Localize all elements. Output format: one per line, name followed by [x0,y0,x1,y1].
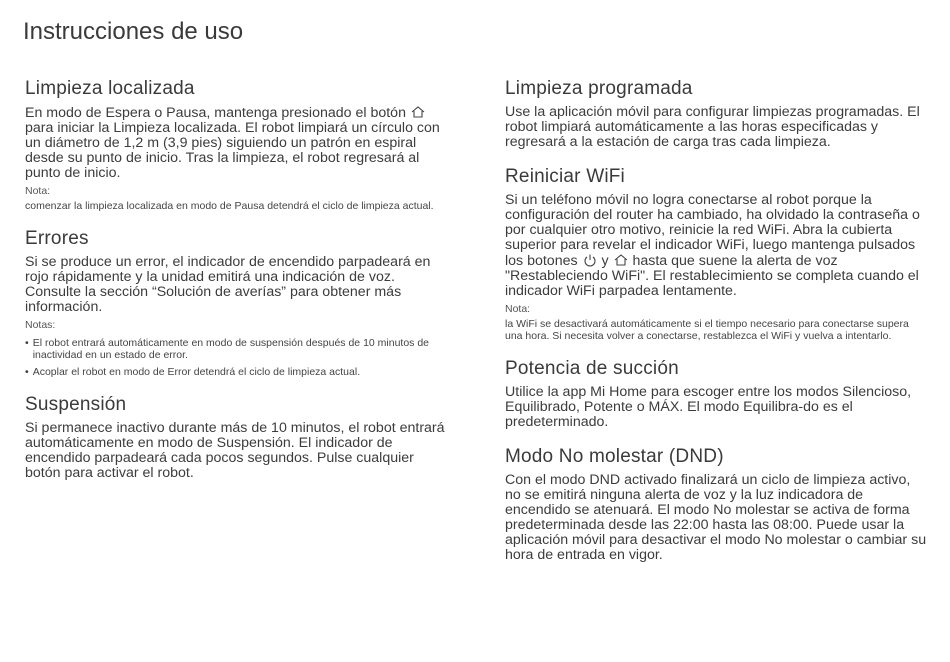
wifi-reset-text-y: y [601,253,609,269]
dnd-heading: Modo No molestar (DND) [505,446,724,467]
wifi-note-label: Nota: [505,303,531,315]
list-item [25,337,445,361]
bullet-icon: • [25,337,29,349]
power-icon [582,253,598,267]
spot-note: comenzar la limpieza localizada en modo de Pausa detendrá el ciclo de limpieza actual. [25,200,434,212]
home-icon [410,105,426,119]
right-column [505,78,927,563]
spot-note-label: Nota: [25,185,51,197]
spot-cleaning-text-b: para iniciar la Limpieza localizada. El robot limpiará un círculo con un diámetro de 1,2 m (3,9 pies) siguiendo un patrón en espiral desde su punto de inicio. Tras la limpieza, el robot regresará al punto de inicio. [25,120,440,181]
left-column [25,78,445,481]
suction-text: Utilice la app Mi Home para escoger entre los modos Silencioso, Equilibrado, Potente o MÁX. El modo Equilibra-do es el predeterminado. [505,384,912,430]
dnd-text: Con el modo DND activado finalizará un ciclo de limpieza activo, no se emitirá ninguna alerta de voz y la luz indicadora de encendido se atenuará. El modo No molestar se activa de forma predeterminada desde las 22:00 hasta las 08:00. Puede usar la aplicación móvil para desactivar el modo No molestar o cambiar su hora de entrada en vigor. [505,472,927,563]
wifi-note: la WiFi se desactivará automáticamente si el tiempo necesario para conectarse supera una hora. Si necesita volver a conectarse, restablezca el WiFi y vuelva a intentarlo. [505,318,909,342]
home-icon [613,253,629,267]
section-dnd [505,446,927,563]
page-title: Instrucciones de uso [23,18,244,45]
sleep-heading: Suspensión [25,394,127,415]
scheduled-heading: Limpieza programada [505,78,693,99]
section-sleep [25,394,445,481]
spot-cleaning-heading: Limpieza localizada [25,78,195,99]
errors-note-label: Notas: [25,319,56,331]
errors-text: Si se produce un error, el indicador de encendido parpadeará en rojo rápidamente y la unidad emitirá una indicación de voz. Consulte la sección “Solución de averías” para obtener más información. [25,254,431,315]
spot-cleaning-text-a: En modo de Espera o Pausa, mantenga presionado el botón [25,105,406,121]
section-wifi-reset [505,166,927,342]
section-errors [25,228,445,378]
suction-heading: Potencia de succión [505,358,679,379]
bullet-icon: • [25,366,29,378]
errors-heading: Errores [25,228,89,249]
errors-note-2: Acoplar el robot en modo de Error detendrá el ciclo de limpieza actual. [32,366,361,378]
wifi-reset-text [505,193,927,299]
section-suction [505,358,927,430]
section-scheduled [505,78,927,150]
spot-cleaning-text [25,105,445,181]
wifi-reset-heading: Reiniciar WiFi [505,166,625,187]
wifi-reset-text-a: Si un teléfono móvil no logra conectarse al robot porque la configuración del router ha cambiado, ha olvidado la contraseña o por cualquier otro motivo, reinicie la red WiFi. Abra la cubierta superior para revelar el indicador WiFi, luego mantenga pulsados los botones [505,192,920,269]
scheduled-text: Use la aplicación móvil para configurar limpiezas programadas. El robot limpiará automáticamente a las horas especificadas y regresará a la estación de carga tras cada limpieza. [505,104,920,150]
list-item [25,366,445,378]
sleep-text: Si permanece inactivo durante más de 10 minutos, el robot entrará automáticamente en modo de Suspensión. El indicador de encendido parpadeará cada pocos segundos. Pulse cualquier botón para activar el robot. [25,420,445,481]
section-spot-cleaning [25,78,445,212]
errors-note-1: El robot entrará automáticamente en modo de suspensión después de 10 minutos de inactividad en un estado de error. [32,337,430,361]
wifi-reset-text-b: hasta que suene la alerta de voz "Restableciendo WiFi". El restablecimiento se completa cuando el indicador WiFi parpadea lentamente. [505,253,919,299]
